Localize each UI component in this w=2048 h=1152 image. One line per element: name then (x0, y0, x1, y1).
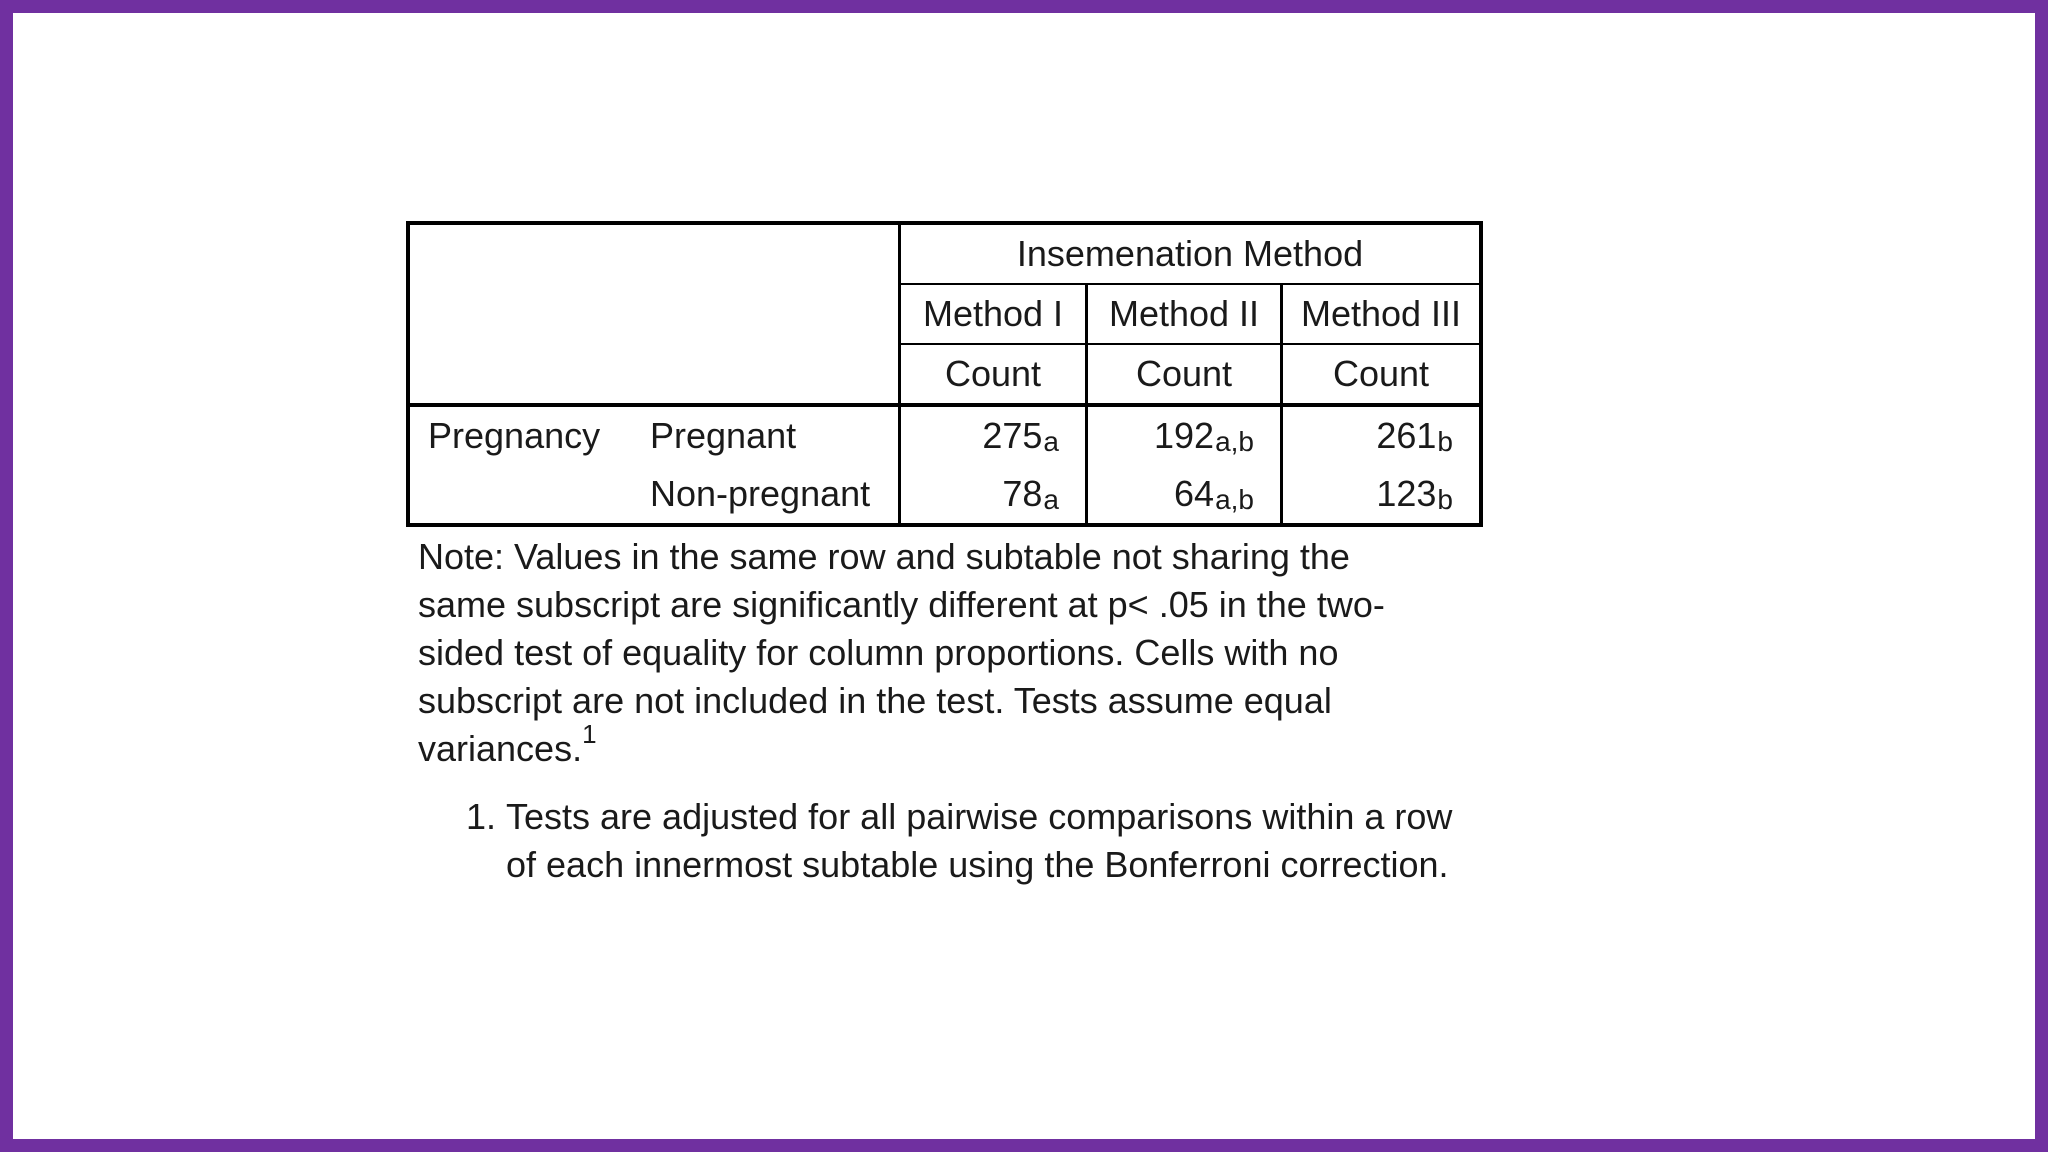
cell-non-pregnant-method-3 (1282, 465, 1482, 525)
column-group-header: Insemenation Method (900, 223, 1482, 284)
cell-subscript: a,b (1215, 483, 1254, 515)
cell-value: 261 (1376, 414, 1437, 456)
note-text: Note: Values in the same row and subtable not sharing the same subscript are significantly different at p< .05 in the two-sided test of equality for column proportions. Cells with no subscript are not included in the test. Tests assume equal variances. (418, 536, 1385, 769)
footnote-number: 1. (466, 796, 497, 837)
table-note (418, 533, 1438, 773)
cell-pregnant-method-3 (1282, 405, 1482, 465)
cell-non-pregnant-method-2 (1087, 465, 1282, 525)
cell-non-pregnant-method-1 (900, 465, 1087, 525)
cell-pregnant-method-2 (1087, 405, 1282, 465)
crosstab-table-container (406, 221, 1483, 527)
column-header-method-3: Method III (1282, 284, 1482, 344)
statistic-header-1: Count (900, 344, 1087, 405)
cell-value: 275 (982, 414, 1043, 456)
cell-subscript: b (1437, 483, 1453, 515)
cell-value: 123 (1376, 472, 1437, 514)
corner-cell (408, 223, 900, 405)
row-label-non-pregnant: Non-pregnant (632, 465, 900, 525)
note-superscript: 1 (582, 719, 597, 749)
footnote-text: Tests are adjusted for all pairwise comparisons within a row of each innermost subtable using the Bonferroni correction. (506, 796, 1453, 885)
cell-value: 64 (1174, 472, 1215, 514)
row-group-label-empty (408, 465, 632, 525)
footnote (466, 793, 1466, 889)
row-group-label: Pregnancy (428, 415, 601, 456)
table-row (408, 405, 1481, 465)
row-label-pregnant: Pregnant (632, 405, 900, 465)
column-header-method-2: Method II (1087, 284, 1282, 344)
cell-subscript: a (1043, 483, 1059, 515)
cell-subscript: a,b (1215, 425, 1254, 457)
cell-pregnant-method-1 (900, 405, 1087, 465)
cell-value: 78 (1002, 472, 1043, 514)
crosstab-table (406, 221, 1483, 527)
statistic-header-2: Count (1087, 344, 1282, 405)
cell-subscript: a (1043, 425, 1059, 457)
table-row (408, 465, 1481, 525)
statistic-header-3: Count (1282, 344, 1482, 405)
cell-value: 192 (1153, 414, 1215, 456)
column-header-method-1: Method I (900, 284, 1087, 344)
cell-subscript: b (1437, 425, 1453, 457)
